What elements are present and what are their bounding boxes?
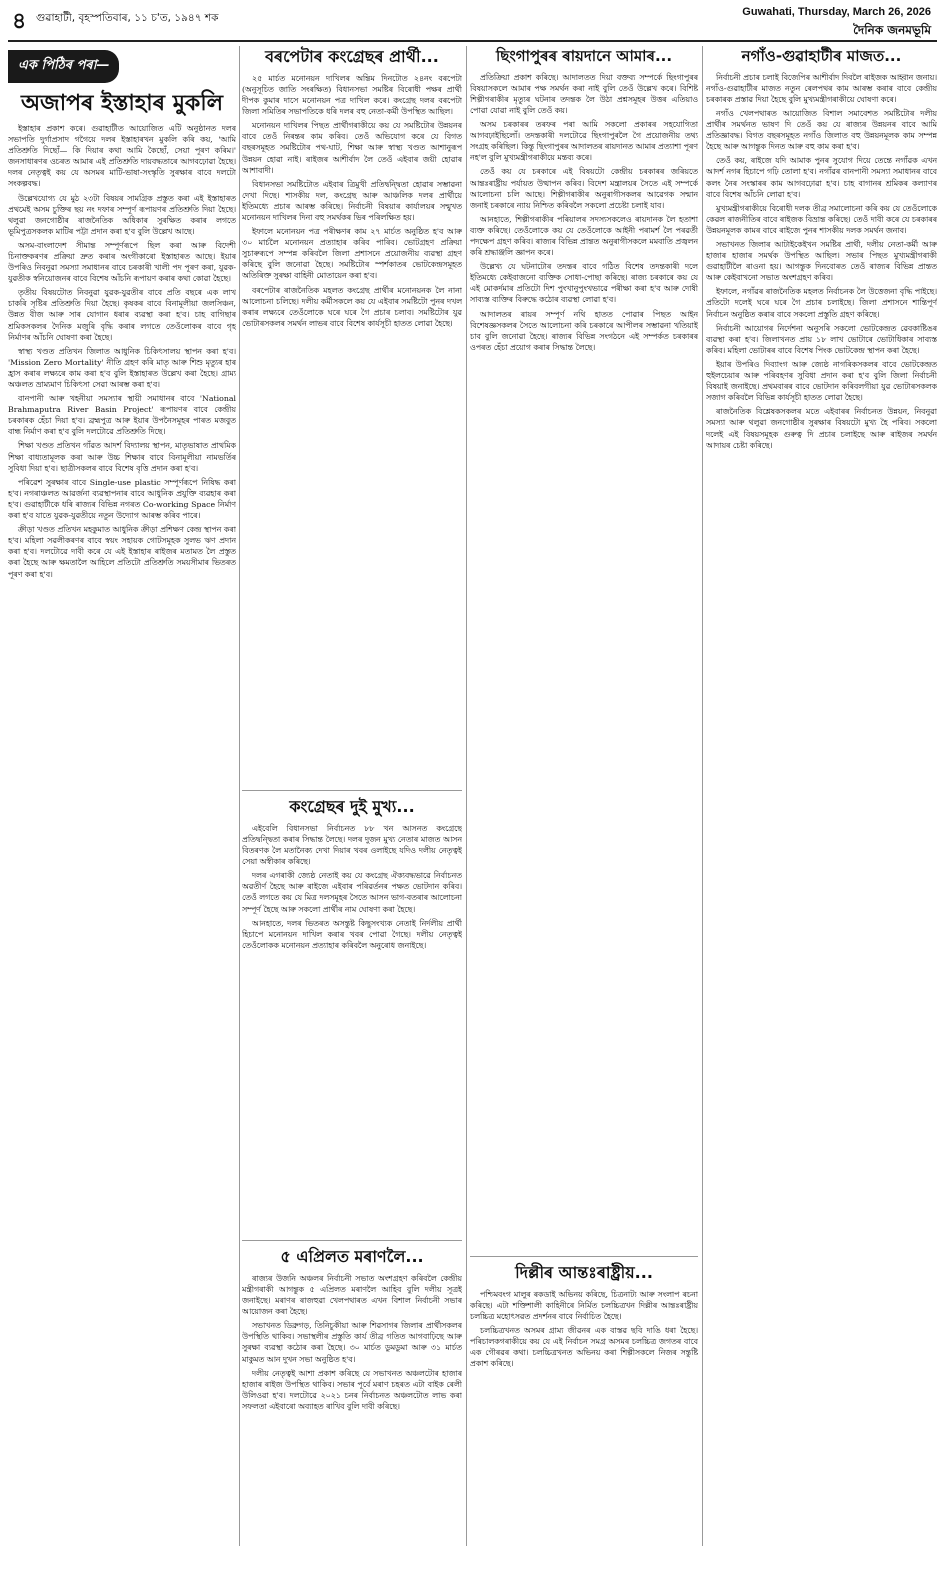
- column-3: [470, 46, 698, 1546]
- paragraph: সভাখনত জিলাৰ আটাইকেইখন সমষ্টিৰ প্ৰাৰ্থী, দলীয় নেতা-কৰ্মী আৰু হাজাৰ হাজাৰ সমৰ্থক উপস্থিত আছিল। সভাৰ পিছত মুখ্যমন্ত্ৰীগৰাকী গুৱাহাটীলৈ ৰাওনা হয়। আগন্তুক দিনবোৰত তেওঁ ৰাজ্যৰ বিভিন্ন প্ৰান্তত আৰু কেইবাখনো সভাত অংশগ্ৰহণ কৰিব।: [706, 240, 937, 283]
- paragraph: প্ৰতিক্ৰিয়া প্ৰকাশ কৰিছে। আদালতত দিয়া বক্তব্য সম্পৰ্কে ছিংগাপুৰৰ বিষয়াসকলে আমাৰ পক্ষ সমৰ্থন কৰা নাই বুলি তেওঁ উল্লেখ কৰে। বিশিষ্ট শিল্পীগৰাকীৰ মৃত্যুৰ ঘটনাৰ তদন্তক লৈ উঠা প্ৰশ্নসমূহৰ উত্তৰ এতিয়াও পোৱা যোৱা নাই বুলি তেওঁ কয়।: [470, 72, 698, 115]
- headline-moran-april-5[interactable]: ৫ এপ্ৰিলত মৰাণলৈ...: [280, 1247, 424, 1266]
- page-number: ৪: [12, 9, 27, 34]
- paragraph: শিক্ষা খণ্ডত প্ৰতিখন গাঁৱত আদৰ্শ বিদ্যালয় স্থাপন, মাতৃভাষাত প্ৰাথমিক শিক্ষা বাধ্যতামূলক কৰা আৰু উচ্চ শিক্ষাৰ বাবে বিনামূলীয়া নামভৰ্তিৰ সুবিধা দিয়া হ'ব। ছাত্ৰীসকলৰ বাবে বিশেষ বৃত্তি প্ৰদান কৰা হ'ব।: [8, 441, 236, 473]
- paragraph: চলচ্চিত্ৰখনত অসমৰ গ্ৰাম্য জীৱনৰ এক বাস্তৱ ছবি দাঙি ধৰা হৈছে। পৰিচালকগৰাকীয়ে কয় যে এই নিৰ্বাচন সমগ্ৰ অসমৰ চলচ্চিত্ৰ জগতৰ বাবে এক গৌৰৱৰ কথা। চলচ্চিত্ৰখনত অভিনয় কৰা শিল্পীসকলে নিজৰ সন্তুষ্টি প্ৰকাশ কৰিছে।: [470, 1326, 698, 1369]
- paragraph: নগাঁও খেলপথাৰত আয়োজিত বিশাল সমাবেশত সমষ্টিটোৰ দলীয় প্ৰাৰ্থীৰ সমৰ্থনত ভাষণ দি তেওঁ কয় যে ৰাজ্যৰ উন্নয়নৰ বাবে আমি প্ৰতিজ্ঞাবদ্ধ। বিগত বছৰসমূহত নগাঁও জিলাত বহু উন্নয়নমূলক কাম সম্পন্ন হৈছে আৰু আগন্তুক দিনত আৰু বহু কাম কৰা হ'ব।: [706, 108, 937, 152]
- column-1: [8, 46, 236, 1546]
- paragraph: ৰাজ্যৰ উজনি অঞ্চলৰ নিৰ্বাচনী সভাত অংশগ্ৰহণ কৰিবলৈ কেন্দ্ৰীয় মন্ত্ৰীগৰাকী আগন্তুক ৫ এপ্ৰিলত মৰাণলৈ আহিব বুলি দলীয় সূত্ৰই জনাইছে। মৰাণৰ ৰাজহুৱা খেলপথাৰত এখন বিশাল নিৰ্বাচনী সভাৰ আয়োজন কৰা হৈছে।: [242, 1273, 462, 1317]
- column-4: [706, 46, 937, 1546]
- article-separator: [242, 790, 462, 791]
- paragraph: উল্লেখ্য যে ঘটনাটোৰ তদন্তৰ বাবে গঠিত বিশেষ তদন্তকাৰী দলে ইতিমধ্যে কেইবাজনো ব্যক্তিক সোধা-পোছা কৰিছে। ৰাজ্য চৰকাৰে কয় যে এই মোকৰ্দমাৰ প্ৰতিটো দিশ পুংখানুপুংখভাৱে পৰীক্ষা কৰা হ'ব আৰু দোষী সাব্যস্ত ব্যক্তিৰ বিৰুদ্ধে কঠোৰ ব্যৱস্থা লোৱা হ'ব।: [470, 262, 698, 305]
- article-separator: [470, 1256, 698, 1257]
- paragraph: ইফালে, নগাঁৱৰ ৰাজনৈতিক মহলত নিৰ্বাচনক লৈ উত্তেজনা বৃদ্ধি পাইছে। প্ৰতিটো দলেই ঘৰে ঘৰে গৈ প্ৰচাৰ চলাইছে। জিলা প্ৰশাসনে শান্তিপূৰ্ণ নিৰ্বাচন অনুষ্ঠিত কৰাৰ বাবে সকলো প্ৰস্তুতি গ্ৰহণ কৰিছে।: [706, 287, 937, 319]
- paragraph: তেওঁ কয় যে চৰকাৰে এই বিষয়টো কেন্দ্ৰীয় চৰকাৰৰ জৰিয়তে আন্তঃৰাষ্ট্ৰীয় পৰ্যায়ত উত্থাপন কৰিব। বিদেশ মন্ত্ৰালয়ৰ সৈতে এই সম্পৰ্কে আলোচনা চলি আছে। শিল্পীগৰাকীৰ অনুৰাগীসকলৰ আৱেগক সন্মান জনাই চৰকাৰে ন্যায় নিশ্চিত কৰিবলৈ সকলো প্ৰচেষ্টা চলাই যাব।: [470, 167, 698, 210]
- headline-delhi-international[interactable]: দিল্লীৰ আন্তঃৰাষ্ট্ৰীয়...: [515, 1263, 653, 1282]
- continued-kicker: এক পিঠিৰ পৰা—: [8, 50, 119, 83]
- article-body-delhi: [470, 1289, 698, 1370]
- paragraph: স্বাস্থ্য খণ্ডত প্ৰতিখন জিলাত আধুনিক চিকিৎসালয় স্থাপন কৰা হ'ব। 'Mission Zero Mortality' নীতি গ্ৰহণ কৰি মাতৃ আৰু শিশু মৃত্যুৰ হাৰ হ্ৰাস কৰাৰ লক্ষ্যৰে কাম কৰা হ'ব বুলি ইস্তাহাৰত উল্লেখ কৰা হৈছে। গ্ৰাম্য অঞ্চলত ভ্ৰাম্যমাণ চিকিৎসা সেৱা আৰম্ভ কৰা হ'ব।: [8, 346, 236, 390]
- paragraph: বানপানী আৰু খহনীয়া সমস্যাৰ স্থায়ী সমাধানৰ বাবে 'National Brahmaputra River Basin Project' ৰূপায়ণৰ বাবে কেন্দ্ৰীয় চৰকাৰক হেঁচা দিয়া হ'ব। ব্ৰহ্মপুত্ৰ আৰু ইয়াৰ উপনৈসমূহৰ পাৰত মজবুত বান্ধ নিৰ্মাণ কৰা হ'ব বুলি দলটোৱে প্ৰতিশ্ৰুতি দিছে।: [8, 394, 236, 437]
- paragraph: আনহাতে, শিল্পীগৰাকীৰ পৰিয়ালৰ সদস্যসকলেও ৰায়দানক লৈ হতাশা ব্যক্ত কৰিছে। তেওঁলোকে কয় যে তেওঁলোকে আইনী পৰামৰ্শ লৈ পৰৱৰ্তী পদক্ষেপ গ্ৰহণ কৰিব। ৰাজ্যৰ বিভিন্ন প্ৰান্তত অনুৰাগীসকলে মমবাতি প্ৰজ্বলন কৰি শ্ৰদ্ধাঞ্জলি জ্ঞাপন কৰে।: [470, 214, 698, 258]
- paragraph: নিৰ্বাচনী প্ৰচাৰ চলাই বিজেপিৰ আশীৰ্বাদ দিবলৈ ৰাইজক আহ্বান জনায়। নগাঁও-গুৱাহাটীৰ মাজত নতুন ৰেলপথৰ কাম আৰম্ভ কৰাৰ বাবে কেন্দ্ৰীয় চৰকাৰক প্ৰস্তাৱ দিয়া হৈছে বুলি মুখ্যমন্ত্ৰীগৰাকীয়ে ঘোষণা কৰে।: [706, 72, 937, 104]
- column-2: [242, 46, 462, 1546]
- paragraph: পশ্চিমবংগ মালুৰ ৰকডাই অভিনয় কৰিছে, চিত্ৰনাট্য আৰু সংলাপ ৰচনা কৰিছে। এটা শক্তিশালী কাহিনীৰে নিৰ্মিত চলচ্চিত্ৰখন দিল্লীৰ আন্তঃৰাষ্ট্ৰীয় চলচ্চিত্ৰ মহোৎসৱত প্ৰদৰ্শনৰ বাবে নিৰ্বাচিত হৈছে।: [470, 1289, 698, 1322]
- paragraph: সভাখনত ডিব্ৰুগড়, তিনিচুকীয়া আৰু শিৱসাগৰ জিলাৰ প্ৰাৰ্থীসকলৰ উপস্থিতি থাকিব। সভাস্থলীৰ প্ৰস্তুতি কাৰ্য তীব্ৰ গতিত আগবাঢ়িছে আৰু সুৰক্ষা ব্যৱস্থা কঠোৰ কৰা হৈছে। ৩০ মাৰ্চত ডুমডুমা আৰু ৩১ মাৰ্চত মাকুমত আন দুখন সভা অনুষ্ঠিত হ'ব।: [242, 1321, 462, 1364]
- paragraph: ইফালে মনোনয়ন পত্ৰ পৰীক্ষণৰ কাম ২৭ মাৰ্চত অনুষ্ঠিত হ'ব আৰু ৩০ মাৰ্চলৈ মনোনয়ন প্ৰত্যাহাৰ কৰিব পাৰিব। ভোটগ্ৰহণ প্ৰক্ৰিয়া সুচাৰুৰূপে সম্পন্ন কৰিবলৈ জিলা প্ৰশাসনে প্ৰয়োজনীয় ব্যৱস্থা গ্ৰহণ কৰিছে বুলি জনোৱা হৈছে। সমষ্টিটোৰ স্পৰ্শকাতৰ ভোটকেন্দ্ৰসমূহত অতিৰিক্ত সুৰক্ষা বাহিনী মোতায়েন কৰা হ'ব।: [242, 227, 462, 281]
- headline-singapore-verdict[interactable]: ছিংগাপুৰৰ ৰায়দানে আমাৰ...: [495, 47, 673, 65]
- paragraph: বিধানসভা সমষ্টিটোত এইবাৰ ত্ৰিমুখী প্ৰতিদ্বন্দ্বিতা হোৱাৰ সম্ভাৱনা দেখা দিছে। শাসকীয় দল, কংগ্ৰেছ আৰু আঞ্চলিক দলৰ প্ৰাৰ্থীয়ে ইতিমধ্যে প্ৰচাৰ আৰম্ভ কৰিছে। নিৰ্বাচনী বিষয়াৰ কাৰ্যালয়ৰ সন্মুখত মনোনয়ন দাখিলৰ দিনা বহু সমৰ্থকৰ ভিৰ পৰিলক্ষিত হয়।: [242, 179, 462, 222]
- paragraph: দলৰ এগৰাকী জ্যেষ্ঠ নেতাই কয় যে কংগ্ৰেছ ঐক্যবদ্ধভাৱে নিৰ্বাচনত অৱতীৰ্ণ হৈছে আৰু ৰাইজে এইবাৰ পৰিৱৰ্তনৰ পক্ষত ভোটদান কৰিব। তেওঁ লগতে কয় যে মিত্ৰ দলসমূহৰ সৈতে আসন ভাগ-বতৰাৰ আলোচনা সম্পূৰ্ণ হৈছে আৰু সকলো প্ৰাৰ্থীৰ নাম ঘোষণা কৰা হৈছে।: [242, 871, 462, 914]
- article-body-barpeta: [242, 73, 462, 329]
- article-body-congress: [242, 823, 462, 951]
- paragraph: অসম চৰকাৰৰ তৰফৰ পৰা আমি সকলো প্ৰকাৰৰ সহযোগিতা আগবঢ়াইছিলোঁ। তদন্তকাৰী দলটোৱে ছিংগাপুৰলৈ গৈ প্ৰয়োজনীয় তথ্য সংগ্ৰহ কৰিছিল। কিন্তু ছিংগাপুৰৰ আদালতৰ ৰায়দানত আমাৰ প্ৰত্যাশা পূৰণ নহ'ল বুলি মুখ্যমন্ত্ৰীগৰাকীয়ে মন্তব্য কৰে।: [470, 120, 698, 163]
- paragraph: তেওঁ কয়, ৰাইজে যদি আমাক পুনৰ সুযোগ দিয়ে তেন্তে নগাঁৱক এখন আদৰ্শ নগৰ হিচাপে গঢ়ি তোলা হ'ব। নগাঁৱৰ বানপানী সমস্যা সমাধানৰ বাবে কলং নৈৰ সংস্কাৰৰ কাম আগবঢ়োৱা হ'ব। চাহ বাগানৰ শ্ৰমিকৰ কল্যাণৰ বাবে বিশেষ আঁচনি লোৱা হ'ব।: [706, 156, 937, 199]
- column-divider: [466, 46, 467, 1546]
- page-header: [0, 0, 945, 40]
- paragraph: পৰিৱেশ সুৰক্ষাৰ বাবে Single-use plastic সম্পূৰ্ণৰূপে নিষিদ্ধ কৰা হ'ব। নগৰাঞ্চলত আৱৰ্জনা ব্যৱস্থাপনাৰ বাবে আধুনিক প্ৰযুক্তি ব্যৱহাৰ কৰা হ'ব। গুৱাহাটীকে ধৰি ৰাজ্যৰ বিভিন্ন নগৰত Co-working Space নিৰ্মাণ কৰা হ'ব যাতে যুৱক-যুৱতীয়ে নতুন উদ্যোগ আৰম্ভ কৰিব পাৰে।: [8, 477, 236, 521]
- paragraph: ইস্তাহাৰ প্ৰকাশ কৰে। গুৱাহাটীত আয়োজিত এটি অনুষ্ঠানত দলৰ সভাপতি দুৰ্গাপ্ৰসাদ গগৈয়ে দলৰ ইস্তাহাৰখন মুকলি কৰি কয়, 'আমি প্ৰতিশ্ৰুতি দিছোঁ— কি দিয়াৰ কথা আমি কৈছোঁ, সেয়া পূৰণ কৰিম।' জনসাধাৰণৰ ওচৰত আমাৰ এই প্ৰতিশ্ৰুতি দায়বদ্ধতাৰে আগবঢ়োৱা হৈছে। দলৰ নেতৃত্বই কয় যে অসমৰ মাটি-ভাষা-সংস্কৃতি সুৰক্ষাৰ বাবে দলটো সংকল্পবদ্ধ।: [8, 123, 236, 189]
- article-body-moran: [242, 1273, 462, 1412]
- paragraph: ইয়াৰ উপৰিও দিব্যাংগ আৰু জ্যেষ্ঠ নাগৰিকসকলৰ বাবে ভোটকেন্দ্ৰত হুইলচেয়াৰ আৰু পৰিবহণৰ সুবিধা প্ৰদান কৰা হ'ব বুলি জিলা নিৰ্বাচনী বিষয়াই জনাইছে। প্ৰথমবাৰৰ বাবে ভোটদান কৰিবলগীয়া যুৱ ভোটাৰসকলক সজাগ কৰিবলৈ বিভিন্ন কাৰ্যসূচী হাতত লোৱা হৈছে।: [706, 359, 937, 403]
- headline-nagaon-guwahati[interactable]: নগাঁও-গুৱাহাটীৰ মাজত...: [741, 47, 902, 65]
- paragraph: ২৫ মাৰ্চত মনোনয়ন দাখিলৰ অন্তিম দিনটোত ২৪নং বৰপেটা (অনুসূচিত জাতি সংৰক্ষিত) বিধানসভা সমষ্টিৰ বিৰোধী পক্ষৰ প্ৰাৰ্থী দীপক কুমাৰ দাসে মনোনয়ন পত্ৰ দাখিল কৰে। কংগ্ৰেছ দলৰ বৰপেটা জিলা সমিতিৰ সভাপতিকে ধৰি দলৰ বহু নেতা-কৰ্মী উপস্থিত আছিল।: [242, 73, 462, 117]
- article-body-manifesto: [8, 123, 236, 580]
- paragraph: বৰপেটাৰ ৰাজনৈতিক মহলত কংগ্ৰেছ প্ৰাৰ্থীৰ মনোনয়নক লৈ নানা আলোচনা চলিছে। দলীয় কৰ্মীসকলে কয় যে এইবাৰ সমষ্টিটো পুনৰ দখল কৰাৰ লক্ষ্যৰে তেওঁলোকে ঘৰে ঘৰে গৈ প্ৰচাৰ চলাব। সমষ্টিটোৰ যুৱ ভোটাৰসকলৰ সমৰ্থন লাভৰ বাবে বিশেষ কাৰ্যসূচী হাতত লোৱা হৈছে।: [242, 285, 462, 328]
- article-body-nagaon: [706, 72, 937, 451]
- headline-barpeta-candidate[interactable]: বৰপেটাৰ কংগ্ৰেছৰ প্ৰাৰ্থী...: [265, 47, 439, 66]
- paragraph: অসম-বাংলাদেশ সীমান্ত সম্পূৰ্ণৰূপে ছিল কৰা আৰু বিদেশী চিনাক্তকৰণৰ প্ৰক্ৰিয়া দ্ৰুত কৰাৰ অংগীকাৰো ইস্তাহাৰত আছে। ইয়াৰ উপৰিও নিবনুৱা সমস্যা সমাধানৰ বাবে চৰকাৰী খালী পদ পূৰণ কৰা, যুৱক-যুৱতীক স্বনিয়োজনৰ বাবে বিশেষ আঁচনি ৰূপায়ণ কৰাৰ কথা কোৱা হৈছে।: [8, 240, 236, 284]
- article-body-singapore: [470, 72, 698, 353]
- date-assamese: গুৱাহাটী, বৃহস্পতিবাৰ, ১১ চ'ত, ১৯৪৭ শক: [36, 12, 219, 24]
- headline-manifesto[interactable]: অজাপৰ ইস্তাহাৰ মুকলি: [20, 91, 224, 116]
- date-english: Guwahati, Thursday, March 26, 2026: [742, 6, 931, 18]
- article-separator: [242, 1240, 462, 1241]
- paragraph: তৃতীয় বিষয়টোত নিবনুৱা যুৱক-যুৱতীৰ বাবে প্ৰতি বছৰে এক লাখ চাকৰি সৃষ্টিৰ প্ৰতিশ্ৰুতি দিয়া হৈছে। কৃষকৰ বাবে বিনামূলীয়া জলসিঞ্চন, উন্নত বীজ আৰু সাৰ যোগান ধৰাৰ ব্যৱস্থা কৰা হ'ব। চাহ বাগিছাৰ শ্ৰমিকসকলৰ দৈনিক মজুৰি বৃদ্ধি কৰাৰ লগতে তেওঁলোকৰ বাবে গৃহ নিৰ্মাণৰ আঁচনি ঘোষণা কৰা হৈছে।: [8, 288, 236, 342]
- paragraph: ক্ৰীড়া খণ্ডত প্ৰতিখন মহকুমাত আধুনিক ক্ৰীড়া প্ৰশিক্ষণ কেন্দ্ৰ স্থাপন কৰা হ'ব। মহিলা সৱলীকৰণৰ বাবে স্বয়ং সহায়ক গোটসমূহক সুলভ ঋণ প্ৰদান কৰা হ'ব। দলটোৱে দাবী কৰে যে এই ইস্তাহাৰ ৰাইজৰ মতামত লৈ প্ৰস্তুত কৰা হৈছে আৰু ক্ষমতালৈ আহিলে প্ৰতিটো প্ৰতিশ্ৰুতি সময়সীমাৰ ভিতৰত পূৰণ কৰা হ'ব।: [8, 525, 236, 579]
- paragraph: মনোনয়ন দাখিলৰ পিছত প্ৰাৰ্থীগৰাকীয়ে কয় যে সমষ্টিটোৰ উন্নয়নৰ বাবে তেওঁ নিৰন্তৰ কাম কৰিব। তেওঁ অভিযোগ কৰে যে বিগত বছৰসমূহত সমষ্টিটোৰ পথ-ঘাট, শিক্ষা আৰু স্বাস্থ্য খণ্ডত আশানুৰূপ উন্নয়ন হোৱা নাই। ৰাইজৰ আশীৰ্বাদ লৈ তেওঁ এইবাৰ জয়ী হোৱাৰ আশাবাদী।: [242, 121, 462, 175]
- paragraph: আদালতৰ ৰায়ৰ সম্পূৰ্ণ নথি হাতত পোৱাৰ পিছত আইন বিশেষজ্ঞসকলৰ সৈতে আলোচনা কৰি চৰকাৰে আপীলৰ সম্ভাৱনা খতিয়াই চাব বুলি জনোৱা হৈছে। ৰাজ্যৰ বিভিন্ন সংগঠনে এই সম্পৰ্কত চৰকাৰৰ ওপৰত হেঁচা প্ৰয়োগ কৰাৰ সিদ্ধান্ত লৈছে।: [470, 309, 698, 352]
- paragraph: নিৰ্বাচনী আয়োগৰ নিৰ্দেশনা অনুসৰি সকলো ভোটকেন্দ্ৰত ৱেবকাষ্টিঙৰ ব্যৱস্থা কৰা হ'ব। জিলাখনত প্ৰায় ১৮ লাখ ভোটাৰে ভোটাধিকাৰ সাব্যস্ত কৰিব। মহিলা ভোটাৰৰ বাবে বিশেষ পিংক ভোটকেন্দ্ৰ স্থাপন কৰা হৈছে।: [706, 323, 937, 355]
- paragraph: উল্লেখযোগ্য যে মুঠ ২৩টা বিষয়ৰ সামগ্ৰিক প্ৰস্তুত কৰা এই ইস্তাহাৰত প্ৰথমেই অসম চুক্তিৰ ছয় নং দফাৰ সম্পূৰ্ণ ৰূপায়ণৰ প্ৰতিশ্ৰুতি দিয়া হৈছে। থলুৱা জনগোষ্ঠীৰ ৰাজনৈতিক অধিকাৰ সুৰক্ষিত কৰাৰ লগতে ভূমিপুত্ৰসকলক মাটিৰ পট্টা প্ৰদান কৰা হ'ব বুলি উল্লেখ আছে।: [8, 193, 236, 236]
- paragraph: মুখ্যমন্ত্ৰীগৰাকীয়ে বিৰোধী দলক তীব্ৰ সমালোচনা কৰি কয় যে তেওঁলোকে কেৱল ৰাজনীতিৰ বাবে ৰাইজক বিভ্ৰান্ত কৰিছে। তেওঁ দাবী কৰে যে চৰকাৰৰ উন্নয়নমূলক কামৰ বাবে ৰাইজে পুনৰ শাসকীয় দলক সমৰ্থন জনাব।: [706, 203, 937, 235]
- newspaper-brand: দৈনিক জনমভূমি: [853, 23, 931, 37]
- paragraph: দলীয় নেতৃত্বই আশা প্ৰকাশ কৰিছে যে সভাখনত অঞ্চলটোৰ হাজাৰ হাজাৰ ৰাইজ উপস্থিত থাকিব। সভাৰ পূৰ্বে মৰাণ চহৰত এটা বাইক ৰেলী উলিওৱা হ'ব। দলটোৱে ২০২১ চনৰ নিৰ্বাচনত অঞ্চলটোত লাভ কৰা সফলতা এইবাৰো অব্যাহত ৰাখিব বুলি দাবী কৰিছে।: [242, 1368, 462, 1411]
- column-divider: [702, 46, 703, 1546]
- headline-congress-two-leaders[interactable]: কংগ্ৰেছৰ দুই মুখ্য...: [289, 797, 415, 816]
- header-rule: [8, 40, 937, 42]
- column-divider: [239, 46, 240, 1546]
- paragraph: ৰাজনৈতিক বিশ্লেষকসকলৰ মতে এইবাৰৰ নিৰ্বাচনত উন্নয়ন, নিবনুৱা সমস্যা আৰু থলুৱা জনগোষ্ঠীৰ সুৰক্ষাৰ বিষয়টো মুখ্য হৈ পৰিব। সকলো দলেই এই বিষয়সমূহক গুৰুত্ব দি প্ৰচাৰ চলাইছে আৰু ৰাইজৰ সমৰ্থন আদায়ৰ চেষ্টা কৰিছে।: [706, 407, 937, 450]
- paragraph: আনহাতে, দলৰ ভিতৰত অসন্তুষ্ট কিছুসংখ্যক নেতাই নিৰ্দলীয় প্ৰাৰ্থী হিচাপে মনোনয়ন দাখিল কৰাৰ খবৰ পোৱা গৈছে। দলীয় নেতৃত্বই তেওঁলোকক মনোনয়ন প্ৰত্যাহাৰ কৰিবলৈ অনুৰোধ জনাইছে।: [242, 918, 462, 950]
- paragraph: এইবেলি বিধানসভা নিৰ্বাচনত ৮৮ খন আসনত কংগ্ৰেছে প্ৰতিদ্বন্দ্বিতা কৰাৰ সিদ্ধান্ত লৈছে। দলৰ দুজন মুখ্য নেতাৰ মাজত আসন বিতৰণক লৈ মতানৈক্য দেখা দিয়াৰ খবৰ ওলাইছে যদিও দলীয় নেতৃত্বই সেয়া অস্বীকাৰ কৰিছে।: [242, 823, 462, 867]
